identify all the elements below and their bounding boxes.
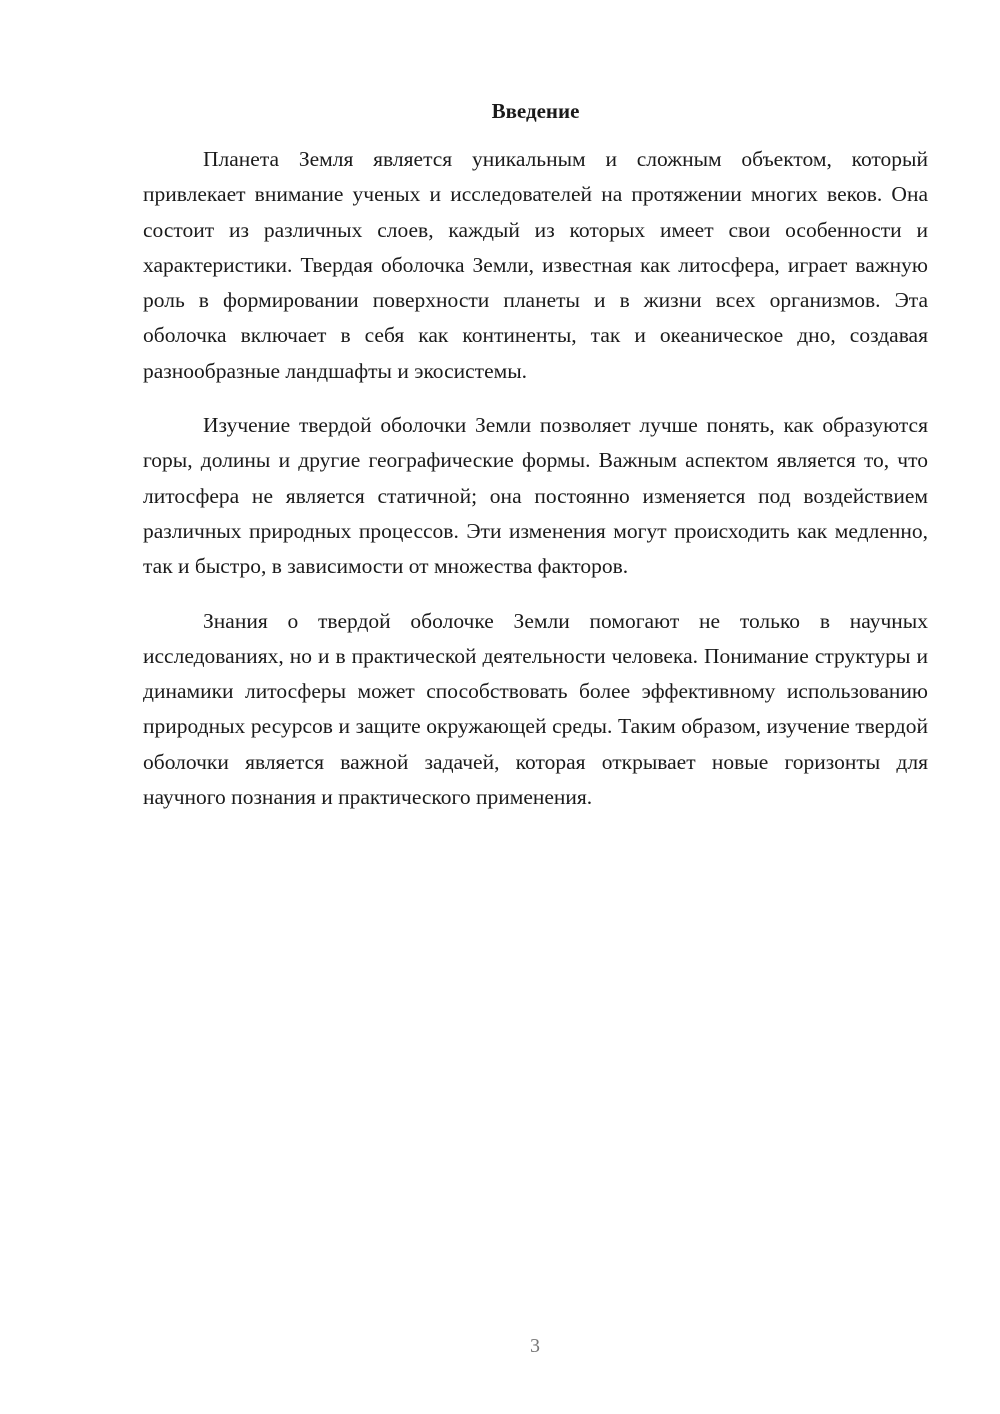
paragraph-3: Знания о твердой оболочке Земли помогают не только в научных исследованиях, но и в практической деятельности человека. Понимание структуры и динамики литосферы может способствовать более эффективному использованию природных ресурсов и защите окружающей среды. Таким образом, изучение твердой оболочки является важной задачей, которая открывает новые горизонты для научного познания и практического применения. (143, 608, 928, 810)
body-text (143, 142, 928, 834)
page-number: 3 (530, 1335, 540, 1357)
paragraph-2: Изучение твердой оболочки Земли позволяет лучше понять, как образуются горы, долины и другие географические формы. Важным аспектом является то, что литосфера не является статичной; она постоянно изменяется под воздействием различных природных процессов. Эти изменения могут происходить как медленно, так и быстро, в зависимости от множества факторов. (143, 413, 928, 579)
paragraph-1: Планета Земля является уникальным и сложным объектом, который привлекает внимание ученых и исследователей на протяжении многих веков. Она состоит из различных слоев, каждый из которых имеет свои особенности и характеристики. Твердая оболочка Земли, известная как литосфера, играет важную роль в формировании поверхности планеты и в жизни всех организмов. Эта оболочка включает в себя как континенты, так и океаническое дно, создавая разнообразные ландшафты и экосистемы. (143, 147, 928, 383)
section-title: Введение (491, 99, 580, 123)
